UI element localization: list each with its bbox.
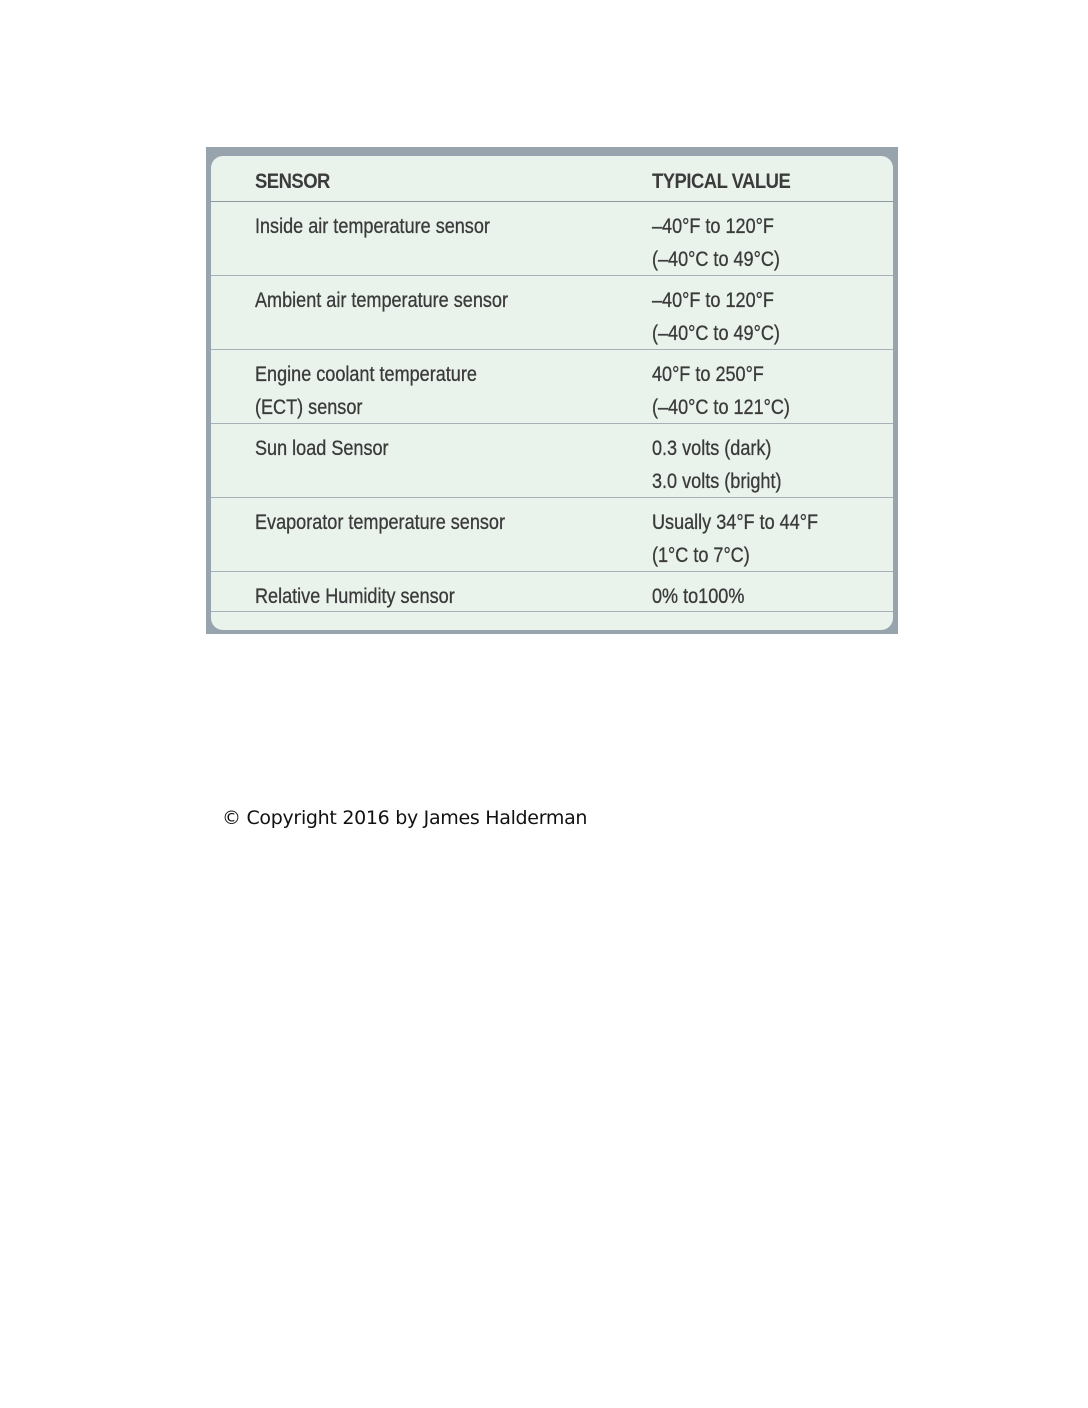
- typical-value-line: –40°F to 120°F: [652, 289, 774, 312]
- sensor-name-cell: [255, 506, 505, 539]
- typical-value-cell: [652, 432, 781, 498]
- typical-value-line: (–40°C to 49°C): [652, 248, 780, 271]
- sensor-name-cell: [255, 210, 490, 243]
- sensor-name-line: Sun load Sensor: [255, 437, 389, 460]
- sensor-name-line: Inside air temperature sensor: [255, 215, 490, 238]
- sensor-name-line: Ambient air temperature sensor: [255, 289, 508, 312]
- header-sensor: SENSOR: [255, 170, 330, 193]
- typical-value-line: 0% to100%: [652, 585, 745, 608]
- typical-value-line: (–40°C to 49°C): [652, 322, 780, 345]
- sensor-name-cell: [255, 580, 455, 613]
- typical-value-line: (1°C to 7°C): [652, 544, 750, 567]
- header-typical-value: TYPICAL VALUE: [652, 170, 791, 193]
- table-row: [211, 498, 893, 572]
- table-row: [211, 572, 893, 612]
- typical-value-line: 40°F to 250°F: [652, 363, 764, 386]
- copyright-notice: © Copyright 2016 by James Halderman: [222, 807, 588, 829]
- table-header-row: [211, 156, 893, 202]
- sensor-name-line: Evaporator temperature sensor: [255, 511, 505, 534]
- sensor-table: [211, 156, 893, 630]
- typical-value-line: 3.0 volts (bright): [652, 470, 782, 493]
- typical-value-cell: [652, 284, 780, 350]
- sensor-name-cell: [255, 432, 389, 465]
- typical-value-line: Usually 34°F to 44°F: [652, 511, 819, 534]
- table-row: [211, 202, 893, 276]
- sensor-name-cell: [255, 358, 477, 424]
- typical-value-cell: [652, 210, 780, 276]
- sensor-name-line: Engine coolant temperature: [255, 363, 477, 386]
- typical-value-cell: [652, 358, 790, 424]
- typical-value-cell: [652, 580, 744, 613]
- typical-value-line: 0.3 volts (dark): [652, 437, 772, 460]
- typical-value-line: (–40°C to 121°C): [652, 396, 790, 419]
- typical-value-line: –40°F to 120°F: [652, 215, 774, 238]
- typical-value-cell: [652, 506, 818, 572]
- table-row: [211, 276, 893, 350]
- table-row: [211, 424, 893, 498]
- sensor-table-frame: [206, 147, 898, 634]
- sensor-name-line: Relative Humidity sensor: [255, 585, 455, 608]
- table-row: [211, 350, 893, 424]
- sensor-name-line: (ECT) sensor: [255, 396, 363, 419]
- sensor-name-cell: [255, 284, 508, 317]
